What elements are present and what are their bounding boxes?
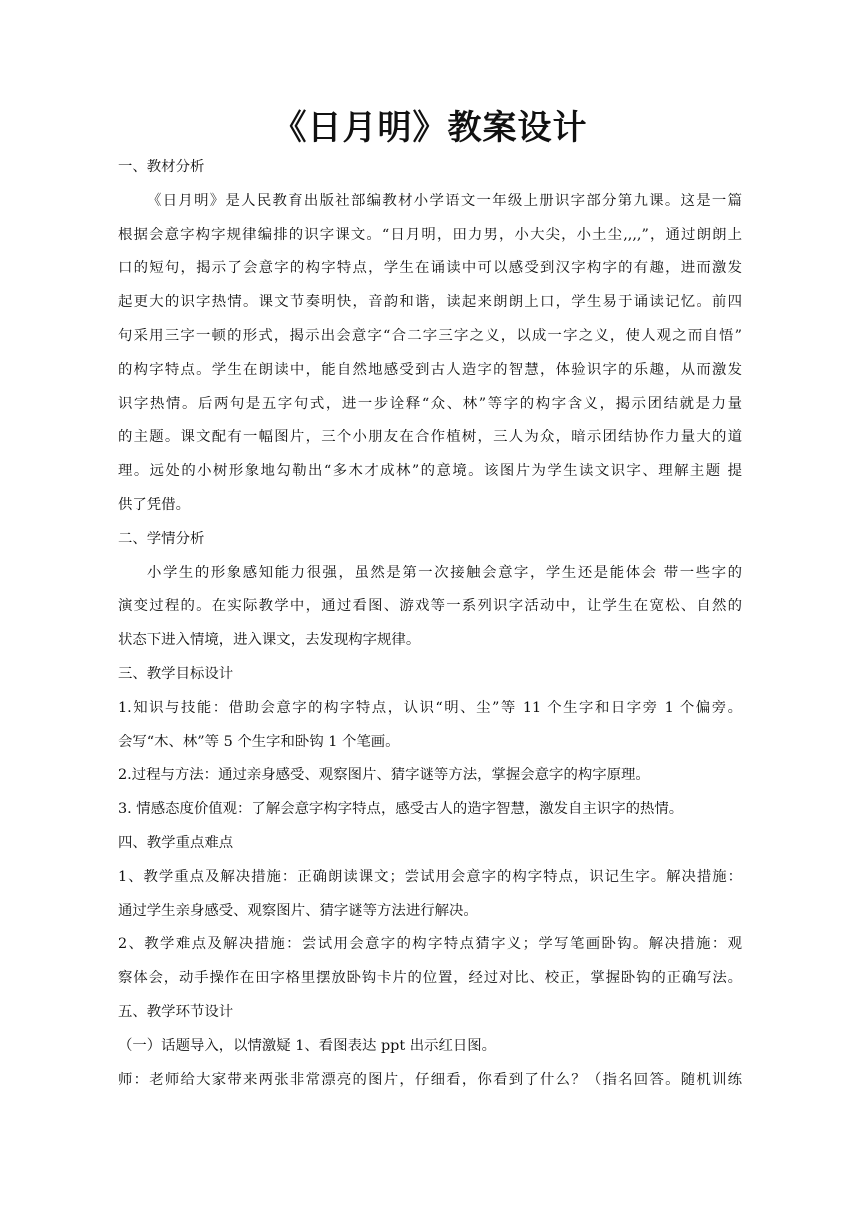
text-line: 根据会意字构字规律编排的识字课文。“日月明，田力男，小大尖，小土尘,,,,”，通过朗朗上: [118, 226, 742, 243]
document-title: 《日月明》教案设计: [272, 108, 588, 148]
text-line: 师：老师给大家带来两张非常漂亮的图片，仔细看，你看到了什么？（指名回答。随机训练: [118, 1071, 742, 1088]
text-line: 演变过程的。在实际教学中，通过看图、游戏等一系列识字活动中，让学生在宽松、自然的: [118, 598, 742, 615]
text-line: 四、教学重点难点: [118, 834, 234, 851]
text-line: 小学生的形象感知能力很强，虽然是第一次接触会意字，学生还是能体会 带一些字的: [147, 564, 742, 581]
text-line: 状态下进入情境，进入课文，去发现构字规律。: [118, 632, 421, 649]
text-line: 1.知识与技能：借助会意字的构字特点，认识“明、尘”等 11 个生字和日字旁 1 个偏旁。: [118, 699, 742, 716]
document-body: [118, 151, 742, 1097]
text-line: （一）话题导入，以情激疑 1、看图表达 ppt 出示红日图。: [118, 1037, 497, 1054]
text-line: 3. 情感态度价值观：了解会意字构字特点，感受古人的造字智慧，激发自主识字的热情。: [118, 801, 684, 818]
text-line: 句采用三字一顿的形式，揭示出会意字“合二字三字之义，以成一字之义，使人观之而自悟”: [118, 327, 742, 344]
text-line: 起更大的识字热情。课文节奏明快，音韵和谐，读起来朗朗上口，学生易于诵读记忆。前四: [118, 294, 742, 311]
text-line: 五、教学环节设计: [118, 1003, 234, 1020]
text-line: 会写“木、林”等 5 个生字和卧钩 1 个笔画。: [118, 733, 400, 750]
text-line: 识字热情。后两句是五字句式，进一步诠释“众、林”等字的构字含义，揭示团结就是力量: [118, 395, 742, 412]
text-line: 一、教材分析: [118, 159, 205, 175]
text-line: 2、教学难点及解决措施：尝试用会意字的构字特点猜字义；学写笔画卧钩。解决措施：观: [118, 936, 742, 953]
text-line: 通过学生亲身感受、观察图片、猜字谜等方法进行解决。: [118, 902, 478, 919]
text-line: 供了凭借。: [118, 496, 190, 513]
text-line: 《日月明》是人民教育出版社部编教材小学语文一年级上册识字部分第九课。这是一篇: [147, 192, 742, 209]
text-line: 的构字特点。学生在朗读中，能自然地感受到古人造字的智慧，体验识字的乐趣，从而激发: [118, 361, 742, 378]
text-line: 察体会，动手操作在田字格里摆放卧钩卡片的位置，经过对比、校正，掌握卧钩的正确写法。: [118, 970, 742, 987]
text-line: 理。远处的小树形象地勾勒出“多木才成林”的意境。该图片为学生读文识字、理解主题 提: [118, 463, 742, 480]
text-line: 口的短句，揭示了会意字的构字特点，学生在诵读中可以感受到汉字构字的有趣，进而激发: [118, 260, 742, 277]
text-line: 三、教学目标设计: [118, 665, 234, 682]
text-line: 二、学情分析: [118, 530, 205, 547]
text-line: 的主题。课文配有一幅图片，三个小朋友在合作植树，三人为众，暗示团结协作力量大的道: [118, 429, 742, 446]
text-line: 1、教学重点及解决措施：正确朗读课文；尝试用会意字的构字特点，识记生字。解决措施：: [118, 868, 742, 885]
text-line: 2.过程与方法：通过亲身感受、观察图片、猜字谜等方法，掌握会意字的构字原理。: [118, 767, 650, 784]
